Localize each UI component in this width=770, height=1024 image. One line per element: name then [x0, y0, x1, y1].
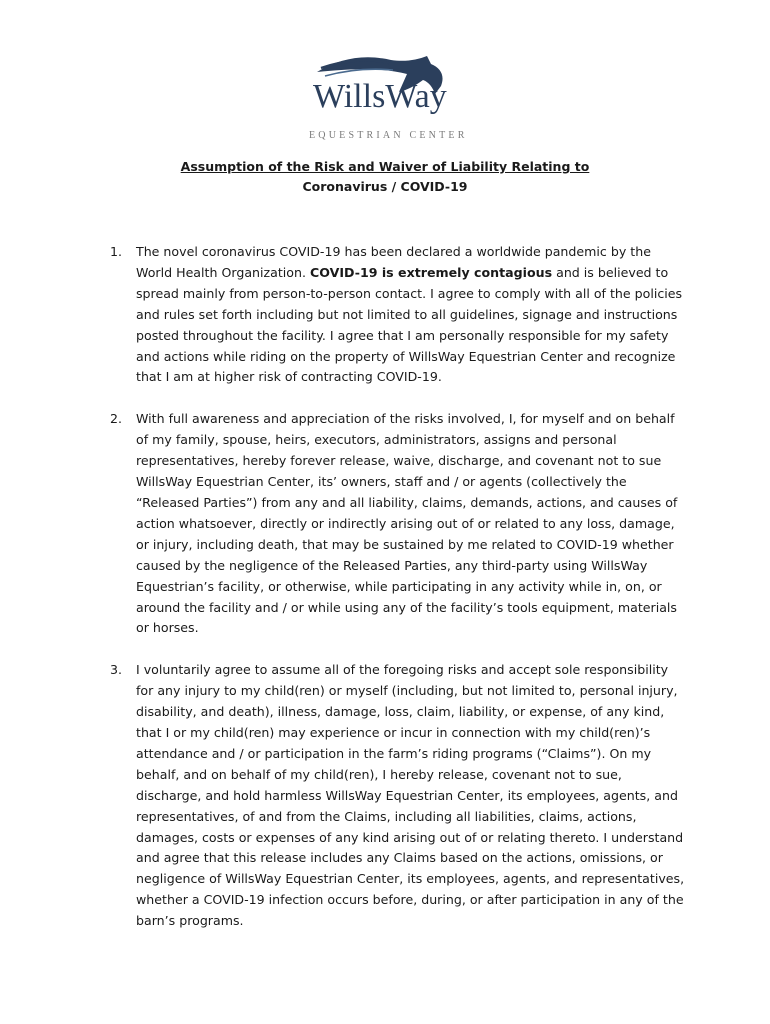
clause-text: With full awareness and appreciation of the risks involved, I, for myself and on behalf of my family, spouse, heirs, executors, administrators, assigns and personal representatives, hereby forever release, waive, discharge, and covenant not to sue WillsWay Equestrian Center, its’ owners, staff and / or agents (collectively the “Released Parties”) from any and all liability, claims, demands, actions, and causes of action whatsoever, directly or indirectly arising out of or related to any loss, damage, or injury, including death, that may be sustained by me related to COVID-19 whether caused by the negligence of the Released Parties, any third-party using WillsWay Equestrian’s facility, or otherwise, while participating in any activity while in, on, or around the facility and / or while using any of the facility’s tools equipment, materials or horses. [136, 411, 678, 636]
company-logo [295, 50, 475, 145]
document-title [0, 157, 770, 197]
clause-emphasis: COVID-19 is extremely contagious [309, 264, 553, 280]
title-line-2: Coronavirus / COVID-19 [302, 179, 468, 194]
logo-wordmark: WillsWay [313, 78, 447, 115]
clause-number: 3. [110, 662, 123, 678]
clause-list [110, 242, 685, 932]
clause-text: The novel coronavirus COVID-19 has been declared a worldwide pandemic by the World Health Organization. [136, 244, 651, 280]
title-line-1: Assumption of the Risk and Waiver of Liability Relating to [180, 159, 590, 174]
clause-item [110, 242, 685, 388]
clause-number: 2. [110, 411, 123, 427]
logo-subtitle: EQUESTRIAN CENTER [309, 130, 468, 141]
clause-text: and is believed to spread mainly from person-to-person contact. I agree to comply with all of the policies and rules set forth including but not limited to all guidelines, signage and instructions posted throughout the facility. I agree that I am personally responsible for my safety and actions while riding on the property of WillsWay Equestrian Center and recognize that I am at higher risk of contracting COVID-19. [136, 264, 683, 385]
clause-item [110, 660, 685, 932]
clause-item [110, 409, 685, 639]
clause-number: 1. [110, 244, 123, 259]
clause-text: I voluntarily agree to assume all of the foregoing risks and accept sole responsibility for any injury to my child(ren) or myself (including, but not limited to, personal injury, disability, and death), illness, damage, loss, claim, liability, or expense, of any kind, that I or my child(ren) may experience or incur in connection with my child(ren)’s attendance and / or participation in the farm’s riding programs (“Claims”). On my behalf, and on behalf of my child(ren), I hereby release, covenant not to sue, discharge, and hold harmless WillsWay Equestrian Center, its employees, agents, and representatives, of and from the Claims, including all liabilities, claims, actions, damages, costs or expenses of any kind arising out of or relating thereto. I understand and agree that this release includes any Claims based on the actions, omissions, or negligence of WillsWay Equestrian Center, its employees, agents, and representatives, whether a COVID-19 infection occurs before, during, or after participation in any of the barn’s programs. [136, 662, 685, 929]
